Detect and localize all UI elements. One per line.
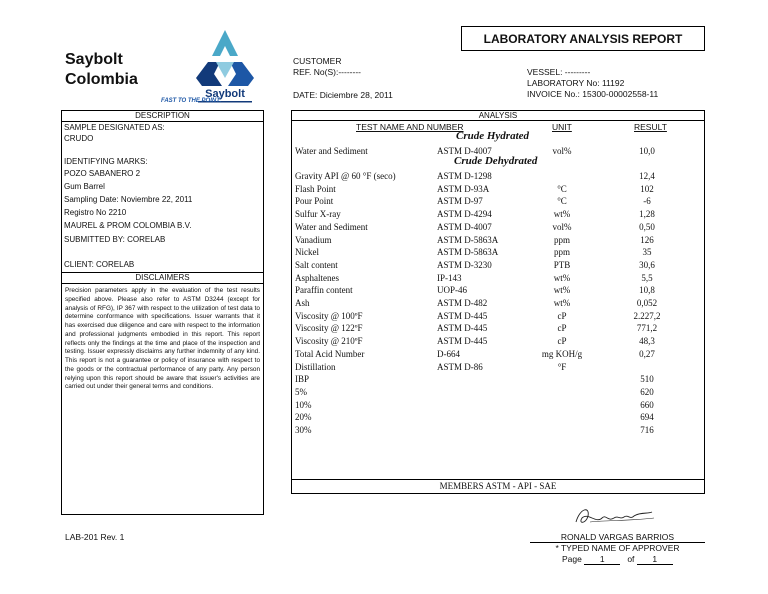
laboratory-no: LABORATORY No: 11192 <box>527 78 625 88</box>
test-method: ASTM D-86 <box>437 361 483 372</box>
test-method: ASTM D-4007 <box>437 221 492 232</box>
test-result: 12,4 <box>639 171 655 181</box>
analysis-row <box>292 273 704 286</box>
test-result: 102 <box>640 183 654 194</box>
description-line: Registro No 2210 <box>64 208 127 217</box>
test-name: Sulfur X-ray <box>295 209 341 220</box>
test-name: IBP <box>295 374 310 385</box>
test-method: ASTM D-3230 <box>437 259 492 270</box>
test-name: Vanadium <box>295 234 332 245</box>
analysis-row <box>292 387 704 400</box>
test-result: 48,3 <box>639 336 655 347</box>
test-unit: cP <box>557 310 567 321</box>
test-name: Viscosity @ 122ºF <box>295 323 363 334</box>
test-name: Water and Sediment <box>295 221 368 232</box>
test-method: ASTM D-482 <box>437 298 488 308</box>
test-name: 10% <box>295 399 312 410</box>
analysis-row <box>292 247 704 260</box>
test-name: Water and Sediment <box>295 146 368 156</box>
test-unit: cP <box>557 323 567 334</box>
test-name: Gravity API @ 60 °F (seco) <box>295 171 396 181</box>
section-title-hydrated: Crude Hydrated <box>456 130 530 142</box>
test-result: 0,50 <box>639 221 655 232</box>
analysis-row <box>292 171 704 184</box>
test-unit: vol% <box>552 146 572 156</box>
test-method: ASTM D-97 <box>437 196 483 207</box>
page-total: 1 <box>637 554 673 565</box>
test-method: ASTM D-445 <box>437 310 488 321</box>
description-line: SAMPLE DESIGNATED AS: <box>64 123 165 132</box>
of-label: of <box>627 554 635 564</box>
disclaimers-text: Precision parameters apply in the evaluation of the test results specified above. Please also refer to ASTM D3244 (except for analysis of RFG), IP 367 with respect to the utilization of test data to determine conformance with specifications. Issuer warrants that it has exercised due diligence and care with respect to the information and professional judgments embodied in this report. This report reflects only the findings at the time and place of the inspection and testing. Issuer expressly disclaims any further indemnity of any kind. This report is not a guarantee or policy of insurance with respect to the goods or the contractual performance of any party. Any person relying upon this report should be aware that issuer's activities are carried out under their general terms and conditions. <box>65 287 260 391</box>
test-method: ASTM D-445 <box>437 336 488 347</box>
test-unit: PTB <box>553 259 571 270</box>
test-unit: cP <box>557 336 567 347</box>
test-unit: vol% <box>552 221 572 232</box>
logo-tagline: FAST TO THE POINT. <box>161 98 222 104</box>
test-result: 0,27 <box>639 348 655 359</box>
test-name: Total Acid Number <box>295 348 365 359</box>
analysis-row <box>292 336 704 349</box>
test-name: Viscosity @ 100ºF <box>295 310 363 321</box>
test-name: Distillation <box>295 361 336 372</box>
description-line: IDENTIFYING MARKS: <box>64 157 148 166</box>
analysis-row <box>292 260 704 273</box>
test-result: 694 <box>640 412 654 423</box>
test-name: Viscosity @ 210ºF <box>295 336 363 347</box>
test-unit: °F <box>557 361 567 372</box>
test-name: 30% <box>295 425 312 435</box>
description-heading: DESCRIPTION <box>62 111 263 122</box>
test-unit: °C <box>557 183 567 194</box>
analysis-row <box>292 285 704 298</box>
test-method: ASTM D-5863A <box>437 247 499 258</box>
test-result: 126 <box>640 234 654 245</box>
test-unit: ppm <box>553 234 570 245</box>
analysis-row <box>292 298 704 311</box>
analysis-row <box>292 196 704 209</box>
test-name: Nickel <box>295 247 319 258</box>
test-unit: wt% <box>553 272 571 283</box>
analysis-row <box>292 374 704 387</box>
test-result: -6 <box>643 196 651 207</box>
approver-name: RONALD VARGAS BARRIOS <box>560 532 675 542</box>
test-result: 771,2 <box>636 323 658 334</box>
col-result-header: RESULT <box>634 122 667 132</box>
analysis-row <box>292 323 704 336</box>
test-name: 5% <box>295 386 307 397</box>
test-name: Asphaltenes <box>295 272 339 283</box>
description-line: CRUDO <box>64 134 94 143</box>
test-method: ASTM D-5863A <box>437 234 499 245</box>
col-unit-header: UNIT <box>552 122 572 132</box>
test-method: ASTM D-1298 <box>437 171 492 181</box>
members-footer: MEMBERS ASTM - API - SAE <box>292 479 704 493</box>
report-date: DATE: Diciembre 28, 2011 <box>293 90 393 100</box>
test-result: 620 <box>640 386 654 397</box>
signature <box>570 502 660 530</box>
test-method: UOP-46 <box>437 285 468 296</box>
analysis-row <box>292 209 704 222</box>
disclaimers-heading: DISCLAIMERS <box>62 272 263 284</box>
test-result: 0,052 <box>636 298 658 308</box>
test-name: Pour Point <box>295 196 334 207</box>
test-result: 716 <box>640 425 654 435</box>
company-name-line2: Colombia <box>65 71 138 88</box>
description-line: SUBMITTED BY: CORELAB <box>64 235 166 244</box>
test-name: Flash Point <box>295 183 336 194</box>
test-method: ASTM D-445 <box>437 323 488 334</box>
test-unit: ppm <box>553 247 570 258</box>
description-line: Sampling Date: Noviembre 22, 2011 <box>64 195 193 204</box>
test-result: 5,5 <box>641 272 653 283</box>
analysis-row <box>292 222 704 235</box>
company-name <box>65 50 138 90</box>
description-line: CLIENT: CORELAB <box>64 260 135 269</box>
page-label: Page <box>562 554 582 564</box>
test-method: ASTM D-93A <box>437 183 490 194</box>
analysis-row <box>292 184 704 197</box>
test-method: IP-143 <box>437 272 462 283</box>
svg-text:Saybolt: Saybolt <box>205 88 245 100</box>
analysis-row <box>292 311 704 324</box>
test-result: 10,8 <box>639 285 655 296</box>
test-result: 35 <box>642 247 652 258</box>
analysis-row <box>292 362 704 375</box>
left-panel <box>61 110 264 515</box>
test-result: 30,6 <box>639 259 655 270</box>
saybolt-logo <box>186 26 264 106</box>
form-code: LAB-201 Rev. 1 <box>65 532 125 542</box>
page-number: 1 <box>584 554 620 565</box>
test-name: Paraffin content <box>295 285 353 296</box>
customer-label: CUSTOMER <box>293 56 342 66</box>
invoice-no: INVOICE No.: 15300-00002558-11 <box>527 89 659 99</box>
test-unit: wt% <box>553 298 571 308</box>
page-indicator <box>562 554 673 565</box>
analysis-panel <box>291 110 705 494</box>
test-result: 10,0 <box>639 146 655 156</box>
approver-caption: * TYPED NAME OF APPROVER <box>555 543 680 553</box>
test-name: Salt content <box>295 259 338 270</box>
test-unit: wt% <box>553 285 571 296</box>
section-title-dehydrated: Crude Dehydrated <box>454 155 538 167</box>
test-name: Ash <box>295 298 310 308</box>
test-unit: wt% <box>553 209 571 220</box>
analysis-row <box>292 425 704 438</box>
vessel: VESSEL: --------- <box>527 67 591 77</box>
company-name-line1: Saybolt <box>65 51 123 68</box>
test-result: 2.227,2 <box>633 310 661 321</box>
test-method: ASTM D-4294 <box>437 209 492 220</box>
test-result: 1,28 <box>639 209 655 220</box>
col-test-header: TEST NAME AND NUMBER <box>356 122 464 132</box>
description-line: Gum Barrel <box>64 182 105 191</box>
test-method: D-664 <box>437 348 460 359</box>
analysis-row <box>292 235 704 248</box>
analysis-row <box>292 412 704 425</box>
ref-no: REF. No(S):-------- <box>293 67 361 77</box>
test-result: 660 <box>640 399 654 410</box>
analysis-row <box>292 400 704 413</box>
description-line: POZO SABANERO 2 <box>64 169 141 178</box>
description-line: MAUREL & PROM COLOMBIA B.V. <box>64 221 192 230</box>
test-method: ASTM D-4007 <box>437 146 492 156</box>
analysis-row <box>292 349 704 362</box>
test-unit: mg KOH/g <box>541 348 583 359</box>
report-title: LABORATORY ANALYSIS REPORT <box>461 26 705 51</box>
analysis-heading: ANALYSIS <box>292 111 704 121</box>
test-unit: °C <box>557 196 567 207</box>
test-result: 510 <box>640 374 654 385</box>
test-name: 20% <box>295 412 312 423</box>
